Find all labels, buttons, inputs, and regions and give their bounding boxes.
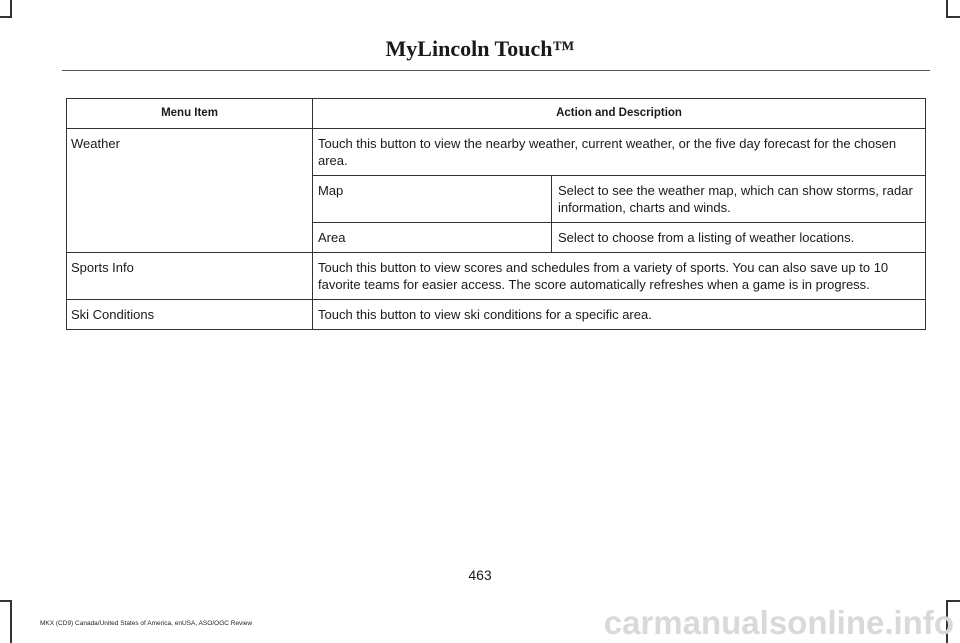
sub-row-area xyxy=(313,222,925,252)
crop-mark-bottom-left-v xyxy=(10,600,12,643)
description-cell xyxy=(312,129,925,252)
footer-note: MKX (CD9) Canada/United States of America, enUSA, ASO/OGC Review xyxy=(40,620,253,627)
description-text: Touch this button to view scores and schedules from a variety of sports. You can also save up to 10 favorite teams for easier access. The score automatically refreshes when a game is in progress. xyxy=(318,260,889,292)
crop-mark-top-left-h xyxy=(0,16,12,18)
table-row-sports-info xyxy=(67,252,925,299)
sub-description-cell: Select to see the weather map, which can show storms, radar information, charts and winds. xyxy=(551,176,925,222)
menu-item-cell: Ski Conditions xyxy=(71,307,155,322)
description-text: Touch this button to view the nearby weather, current weather, or the five day forecast for the chosen area. xyxy=(318,136,897,168)
menu-item-cell: Weather xyxy=(71,136,120,151)
header-menu-item: Menu Item xyxy=(161,107,218,119)
sub-item-cell: Map xyxy=(318,183,344,198)
table-row-ski-conditions xyxy=(67,299,925,329)
title-divider xyxy=(62,70,930,71)
page-number: 463 xyxy=(468,567,492,583)
description-cell xyxy=(312,253,925,299)
crop-mark-top-right-h xyxy=(946,16,960,18)
sub-description-cell: Select to choose from a listing of weather locations. xyxy=(551,223,925,252)
description-text: Touch this button to view ski conditions for a specific area. xyxy=(318,307,652,322)
table-header-row xyxy=(67,99,925,128)
page-title: MyLincoln Touch™ xyxy=(385,36,575,61)
watermark: carmanualsonline.info xyxy=(603,604,954,641)
sub-row-map xyxy=(313,175,925,222)
menu-item-cell: Sports Info xyxy=(71,260,134,275)
description-cell xyxy=(312,300,925,329)
table-row-weather xyxy=(67,128,925,252)
crop-mark-bottom-right-h xyxy=(946,600,960,602)
sub-item-cell: Area xyxy=(318,230,346,245)
crop-mark-bottom-left-h xyxy=(0,600,12,602)
header-action-description: Action and Description xyxy=(312,99,925,128)
menu-table xyxy=(66,98,926,330)
